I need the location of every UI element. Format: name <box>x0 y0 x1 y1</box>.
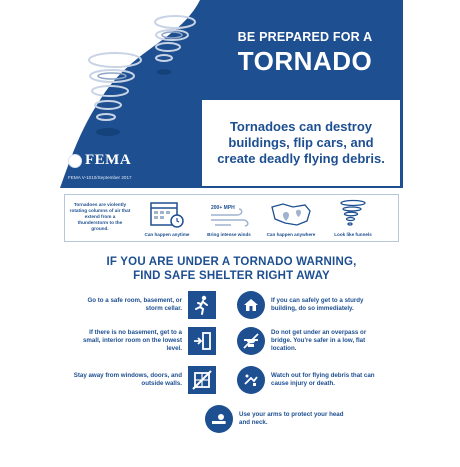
info-item-anywhere <box>261 198 321 237</box>
tip-text: If you can safely get to a sturdy building, do so immediately. <box>271 297 364 312</box>
hero-title: TORNADO <box>237 46 373 76</box>
hero-banner <box>60 0 403 188</box>
fema-wordmark: FEMA <box>85 152 132 168</box>
info-intro: Tornadoes are violently rotating columns of air that extend from a thunderstorm to the ground. <box>69 202 131 231</box>
info-label: Can happen anywhere <box>266 232 316 237</box>
funnel-icon <box>338 199 368 229</box>
info-item-winds <box>199 198 259 237</box>
info-label: Look like funnels <box>334 232 372 237</box>
tip-no-overpass <box>237 327 383 355</box>
hero-kicker: BE PREPARED FOR A <box>237 30 373 44</box>
info-item-anytime <box>137 198 197 237</box>
tip-text: If there is no basement, get to a small, interior room on the lowest level. <box>82 329 182 352</box>
no-windows-icon <box>188 366 216 394</box>
tip-interior-room <box>72 327 216 355</box>
person-running-icon <box>188 291 216 319</box>
info-strip <box>64 194 399 242</box>
hero-message-box <box>202 100 400 186</box>
tip-flying-debris <box>237 366 383 394</box>
fema-logo <box>68 152 131 169</box>
info-item-funnels <box>323 198 383 237</box>
tornado-flyer <box>60 0 403 467</box>
publication-code: FEMA V-1010/September 2017 <box>68 175 132 180</box>
dhs-seal-icon <box>68 154 82 168</box>
house-icon <box>237 291 265 319</box>
hero-message: Tornadoes can destroy buildings, flip cars, and create deadly flying debris. <box>217 119 385 166</box>
no-overpass-icon <box>237 327 265 355</box>
info-label: Can happen anytime <box>144 232 190 237</box>
tip-text: Go to a safe room, basement, or storm cellar. <box>87 297 182 312</box>
calendar-icon <box>149 199 185 229</box>
tip-no-windows <box>72 366 216 394</box>
tip-text: Use your arms to protect your head and neck. <box>239 411 344 426</box>
warning-title-line2: FIND SAFE SHELTER RIGHT AWAY <box>133 270 330 282</box>
warning-title-line1: IF YOU ARE UNDER A TORNADO WARNING, <box>106 256 357 268</box>
wind-speed: 200+ MPH <box>211 205 235 211</box>
tip-text: Stay away from windows, doors, and outside walls. <box>73 372 182 387</box>
wind-icon <box>207 199 251 229</box>
info-label: Bring intense winds <box>207 232 251 237</box>
tip-safe-room <box>72 291 216 319</box>
tip-protect-head <box>205 405 351 433</box>
protect-head-icon <box>205 405 233 433</box>
warning-title <box>60 255 403 283</box>
tip-text: Do not get under an overpass or bridge. You're safer in a low, flat location. <box>271 329 367 352</box>
tip-sturdy-building <box>237 291 383 319</box>
map-icon <box>269 199 313 229</box>
tip-text: Watch out for flying debris that can cause injury or death. <box>271 372 375 387</box>
interior-room-icon <box>188 327 216 355</box>
debris-icon <box>237 366 265 394</box>
